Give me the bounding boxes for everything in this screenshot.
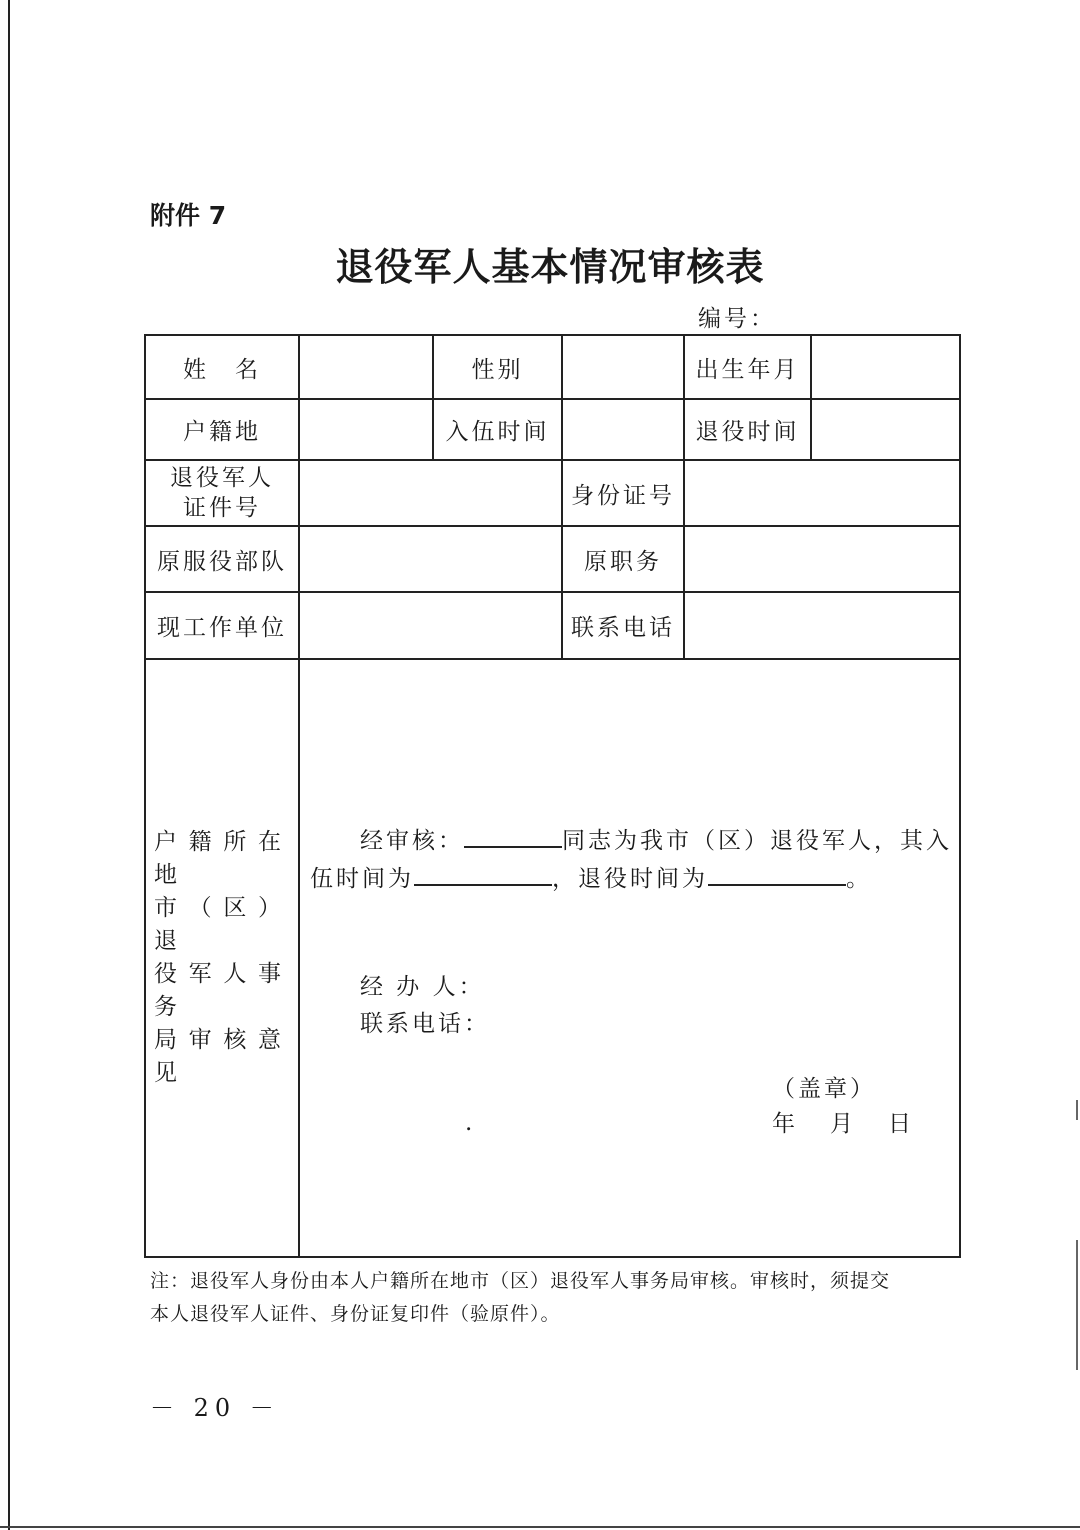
veteran-id-label-line2: 证件号 — [183, 495, 261, 521]
veteran-id-field[interactable] — [299, 460, 562, 526]
review-statement-line1: 经审核： 同志为我市（区）退役军人，其入 — [360, 828, 952, 854]
former-unit-field[interactable] — [299, 526, 562, 592]
name-field[interactable] — [299, 335, 433, 399]
name-label: 姓 名 — [145, 335, 299, 399]
review-opinion-label-line: 户籍所在地 — [154, 829, 290, 888]
discharge-date-blank[interactable] — [708, 864, 846, 886]
footnote-line1: 注：退役军人身份由本人户籍所在地市（区）退役军人事务局审核。审核时，须提交 — [150, 1270, 891, 1292]
current-employer-field[interactable] — [299, 592, 562, 659]
former-unit-label: 原服役部队 — [145, 526, 299, 592]
review-opinion-label-line: 役军人事务 — [154, 961, 290, 1020]
id-card-label: 身份证号 — [562, 460, 684, 526]
contact-phone-field[interactable] — [684, 592, 960, 659]
veteran-id-label-line1: 退役军人 — [170, 465, 274, 491]
gender-label: 性别 — [433, 335, 562, 399]
birth-date-field[interactable] — [811, 335, 960, 399]
hukou-field[interactable] — [299, 399, 433, 460]
form-title: 退役军人基本情况审核表 — [335, 244, 765, 289]
gender-field[interactable] — [562, 335, 684, 399]
seal-label: （盖章） — [772, 1076, 876, 1102]
former-position-field[interactable] — [684, 526, 960, 592]
page-edge-bottom — [0, 1526, 1080, 1528]
veteran-id-label — [145, 460, 299, 526]
review-opinion-label-line: 局审核意见 — [154, 1027, 290, 1086]
date-label: 年 月 日 — [772, 1111, 917, 1137]
page-edge-left — [8, 0, 10, 1530]
table-row — [145, 526, 960, 592]
review-form-table — [144, 334, 961, 1258]
table-row — [145, 399, 960, 460]
current-employer-label: 现工作单位 — [145, 592, 299, 659]
review-statement-line2: 伍时间为 ，退役时间为 。 — [310, 866, 872, 892]
stray-dot: . — [465, 1110, 476, 1136]
id-card-field[interactable] — [684, 460, 960, 526]
enlist-date-field[interactable] — [562, 399, 684, 460]
page-number: － 20 － — [150, 1394, 280, 1422]
footnote — [150, 1265, 960, 1331]
birth-date-label: 出生年月 — [684, 335, 811, 399]
former-position-label: 原职务 — [562, 526, 684, 592]
page-edge-right-mark — [1076, 1240, 1078, 1370]
hukou-label: 户籍地 — [145, 399, 299, 460]
review-opinion-label — [145, 659, 299, 1257]
enlist-date-blank[interactable] — [414, 864, 552, 886]
handler-label: 经 办 人： — [360, 974, 485, 1000]
table-row — [145, 335, 960, 399]
handler-phone-label: 联系电话： — [360, 1011, 490, 1037]
discharge-date-label: 退役时间 — [684, 399, 811, 460]
discharge-date-field[interactable] — [811, 399, 960, 460]
table-row — [145, 659, 960, 1257]
footnote-line2: 本人退役军人证件、身份证复印件（验原件）。 — [150, 1303, 561, 1325]
contact-phone-label: 联系电话 — [562, 592, 684, 659]
table-row — [145, 592, 960, 659]
serial-number-label: 编号： — [698, 306, 776, 332]
attachment-label: 附件 7 — [150, 201, 227, 230]
table-row — [145, 460, 960, 526]
veteran-name-blank[interactable] — [464, 826, 562, 848]
enlist-date-label: 入伍时间 — [433, 399, 562, 460]
review-opinion-label-line: 市（区）退 — [154, 895, 290, 954]
page-edge-right-mark — [1076, 1100, 1078, 1120]
review-opinion-area[interactable] — [299, 659, 960, 1257]
